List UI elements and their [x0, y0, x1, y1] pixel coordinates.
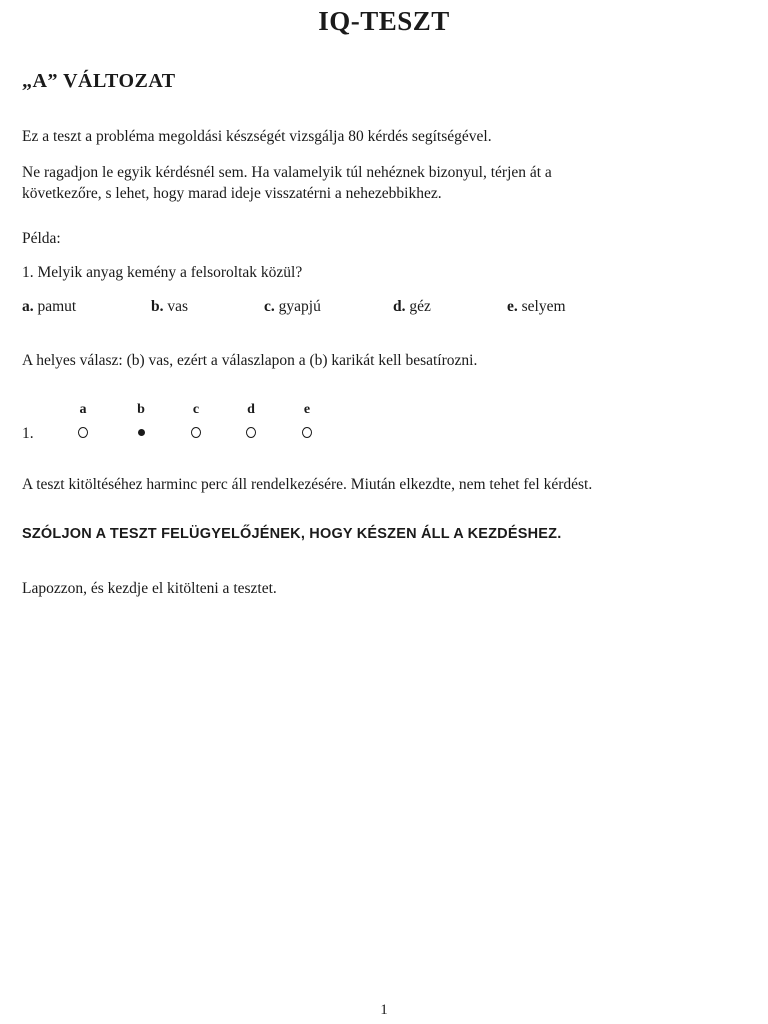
grid-column-d: d	[247, 402, 255, 417]
example-label: Példa:	[22, 230, 61, 247]
time-instruction: A teszt kitöltéséhez harminc perc áll rendelkezésére. Miután elkezdte, nem tehet fel kérdést.	[22, 476, 593, 493]
option-c	[264, 298, 321, 316]
option-text: vas	[167, 298, 189, 315]
example-question: 1. Melyik anyag kemény a felsoroltak közül?	[22, 264, 303, 281]
grid-column-a: a	[79, 402, 87, 417]
option-text: pamut	[37, 298, 77, 315]
option-letter: d.	[393, 298, 406, 315]
intro-text: Ez a teszt a probléma megoldási készségét vizsgálja 80 kérdés segítségével.	[22, 128, 492, 145]
option-letter: c.	[264, 298, 275, 315]
document-title: IQ-TESZT	[318, 6, 450, 36]
option-text: selyem	[521, 298, 566, 315]
grid-column-c: c	[192, 402, 200, 417]
option-a	[22, 298, 76, 316]
variant-heading: „A” VÁLTOZAT	[22, 70, 176, 92]
answer-explanation: A helyes válasz: (b) vas, ezért a válaszlapon a (b) karikát kell besatírozni.	[22, 352, 478, 369]
answer-circle-d	[246, 427, 256, 438]
instruction-line-1: Ne ragadjon le egyik kérdésnél sem. Ha valamelyik túl nehéznek bizonyul, térjen át a	[22, 164, 552, 181]
option-text: géz	[409, 298, 431, 315]
option-letter: e.	[507, 298, 518, 315]
answer-circle-e	[302, 427, 312, 438]
answer-circle-a	[78, 427, 88, 438]
grid-column-b: b	[137, 402, 145, 417]
option-d	[393, 298, 431, 316]
option-letter: a.	[22, 298, 34, 315]
grid-column-e: e	[303, 402, 311, 417]
instruction-line-2: következőre, s lehet, hogy marad ideje visszatérni a nehezebbikhez.	[22, 185, 442, 202]
page-number: 1	[380, 1002, 388, 1018]
supervisor-notice: SZÓLJON A TESZT FELÜGYELŐJÉNEK, HOGY KÉSZEN ÁLL A KEZDÉSHEZ.	[22, 526, 562, 542]
answer-circle-b-filled	[138, 429, 145, 436]
option-e	[507, 298, 566, 316]
option-b	[151, 298, 188, 316]
answer-circle-c	[191, 427, 201, 438]
grid-row-label: 1.	[22, 425, 34, 442]
option-letter: b.	[151, 298, 164, 315]
option-text: gyapjú	[278, 298, 321, 315]
start-instruction: Lapozzon, és kezdje el kitölteni a tesztet.	[22, 580, 277, 597]
